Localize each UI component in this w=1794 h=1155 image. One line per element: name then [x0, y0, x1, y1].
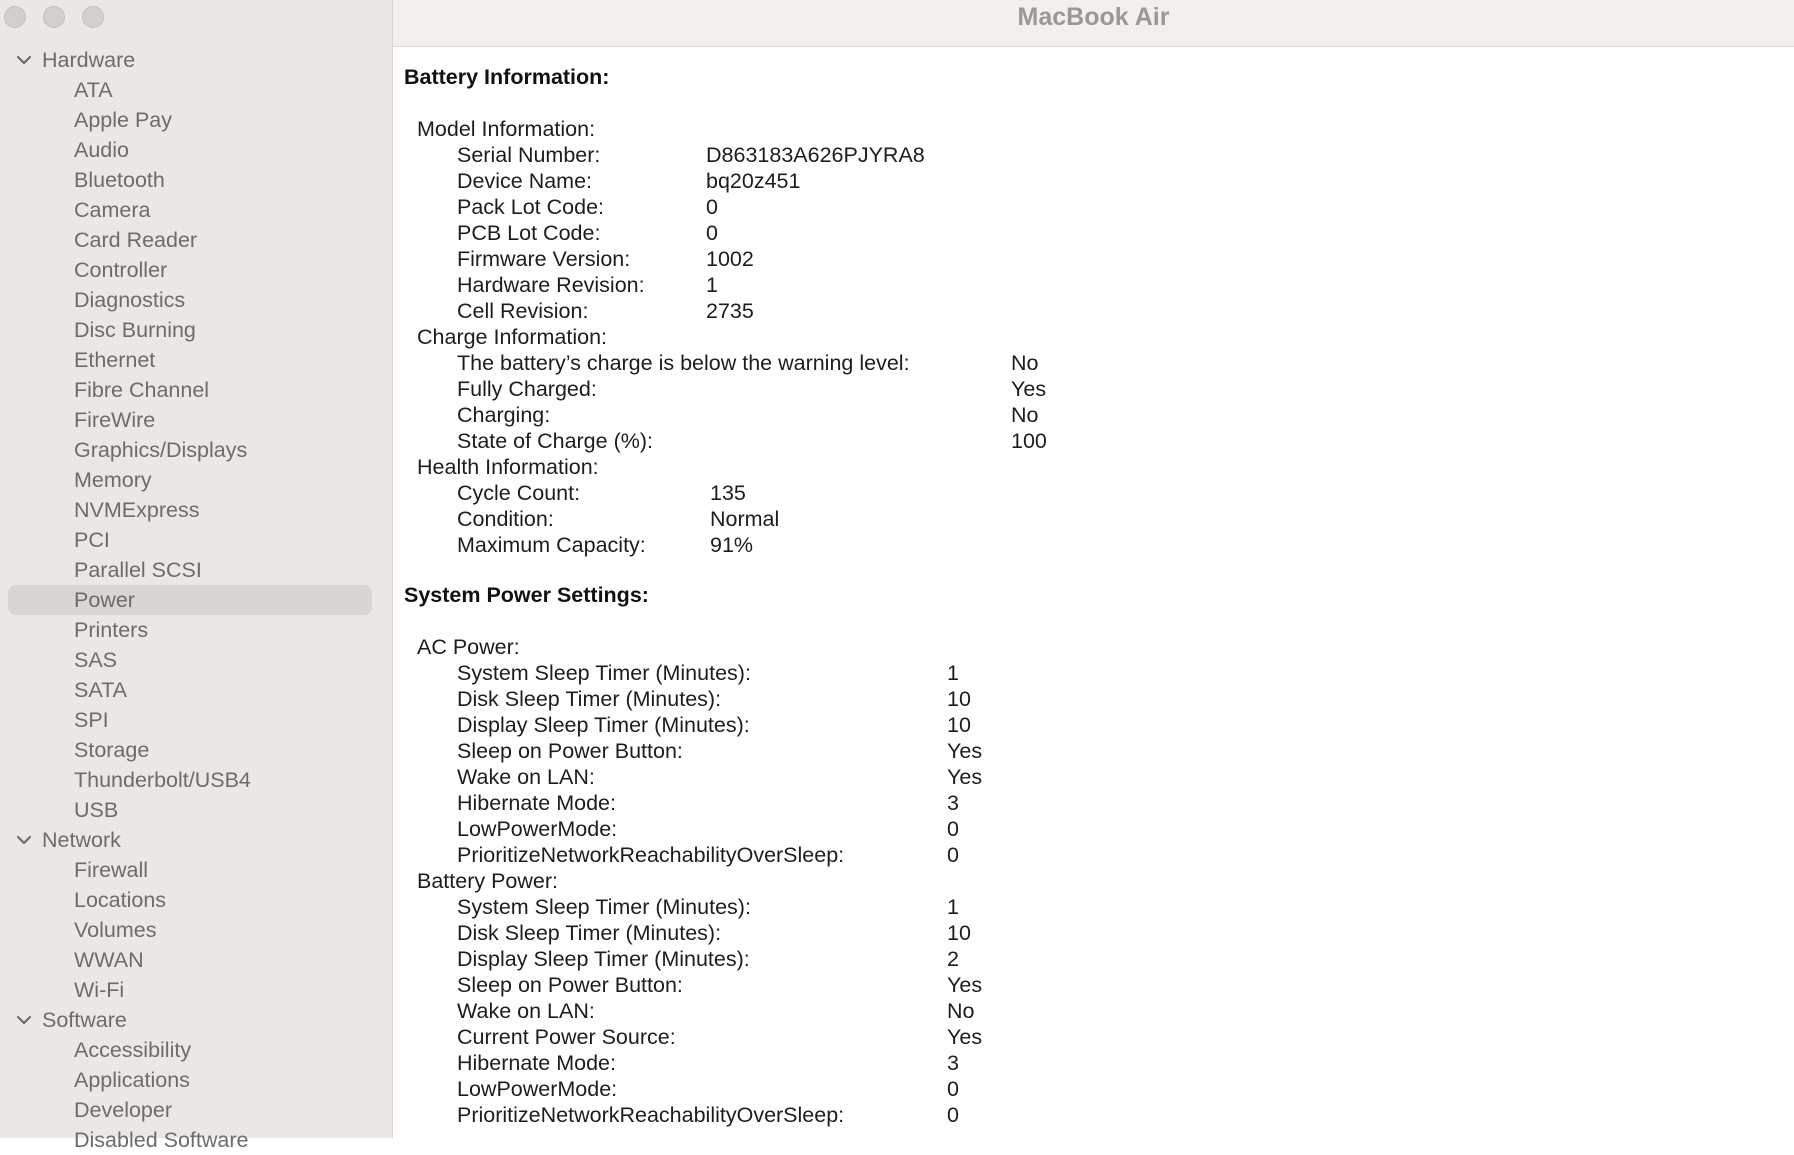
info-value: No: [947, 999, 975, 1023]
sidebar-item-card-reader[interactable]: Card Reader: [74, 228, 198, 252]
info-value: 3: [947, 1051, 959, 1075]
sidebar-item-wi-fi[interactable]: Wi-Fi: [74, 978, 125, 1002]
sidebar-item-ethernet[interactable]: Ethernet: [74, 348, 156, 372]
subsection-header: Charge Information:: [417, 325, 608, 349]
info-key: Disk Sleep Timer (Minutes):: [457, 687, 722, 711]
info-value: 3: [947, 791, 959, 815]
info-row: [404, 272, 1794, 298]
info-value: 2: [947, 947, 959, 971]
sidebar-group-network[interactable]: [0, 825, 392, 855]
sidebar-item-fibre-channel[interactable]: Fibre Channel: [74, 378, 210, 402]
info-value: 135: [710, 481, 746, 505]
info-value: D863183A626PJYRA8: [706, 143, 925, 167]
info-row: [404, 972, 1794, 998]
sidebar-item-power[interactable]: Power: [8, 585, 372, 615]
sidebar-group-label: Hardware: [42, 47, 136, 72]
info-row: [404, 194, 1794, 220]
sidebar-group-software[interactable]: [0, 1005, 392, 1035]
info-row: [404, 842, 1794, 868]
info-row: [404, 712, 1794, 738]
info-key: Fully Charged:: [457, 377, 597, 401]
info-key: Hibernate Mode:: [457, 791, 616, 815]
sidebar-item-ata[interactable]: ATA: [74, 78, 113, 102]
sidebar-item-nvmexpress[interactable]: NVMExpress: [74, 498, 200, 522]
sidebar-item-volumes[interactable]: Volumes: [74, 918, 157, 942]
info-key: Display Sleep Timer (Minutes):: [457, 713, 750, 737]
close-button[interactable]: [4, 6, 26, 28]
sidebar-tree: [0, 45, 392, 1155]
info-row: [404, 220, 1794, 246]
info-key: Current Power Source:: [457, 1025, 676, 1049]
sidebar-item-wwan[interactable]: WWAN: [74, 948, 144, 972]
sidebar-group-label: Network: [42, 827, 121, 852]
info-key: Pack Lot Code:: [457, 195, 605, 219]
sidebar-item-firewall[interactable]: Firewall: [74, 858, 149, 882]
info-row: [404, 1102, 1794, 1128]
sidebar: [0, 0, 393, 1152]
info-row: [404, 920, 1794, 946]
sidebar-item-disabled-software[interactable]: Disabled Software: [74, 1128, 249, 1152]
sidebar-item-disc-burning[interactable]: Disc Burning: [74, 318, 196, 342]
info-value: 0: [947, 1103, 959, 1127]
info-key: Maximum Capacity:: [457, 533, 646, 557]
info-row: [404, 816, 1794, 842]
info-key: System Sleep Timer (Minutes):: [457, 895, 751, 919]
info-row: [404, 532, 1794, 558]
sidebar-item-applications[interactable]: Applications: [74, 1068, 190, 1092]
info-row: [404, 894, 1794, 920]
info-value: 10: [947, 687, 971, 711]
info-key: Display Sleep Timer (Minutes):: [457, 947, 750, 971]
info-row: [404, 1076, 1794, 1102]
chevron-down-icon[interactable]: [14, 1010, 34, 1030]
sidebar-item-storage[interactable]: Storage: [74, 738, 150, 762]
info-value: 1: [706, 273, 718, 297]
info-value: 10: [947, 921, 971, 945]
info-key: Cell Revision:: [457, 299, 589, 323]
sidebar-group-hardware[interactable]: [0, 45, 392, 75]
sidebar-item-sata[interactable]: SATA: [74, 678, 127, 702]
info-key: Charging:: [457, 403, 551, 427]
info-row: [404, 428, 1794, 454]
info-row: [404, 402, 1794, 428]
subsection-header: Model Information:: [417, 117, 596, 141]
info-key: Disk Sleep Timer (Minutes):: [457, 921, 722, 945]
sidebar-item-sas[interactable]: SAS: [74, 648, 118, 672]
sidebar-item-apple-pay[interactable]: Apple Pay: [74, 108, 173, 132]
sidebar-item-memory[interactable]: Memory: [74, 468, 152, 492]
subsection-header: Health Information:: [417, 455, 599, 479]
sidebar-item-controller[interactable]: Controller: [74, 258, 168, 282]
info-value: No: [1011, 351, 1039, 375]
info-key: PrioritizeNetworkReachabilityOverSleep:: [457, 1103, 845, 1127]
info-value: 91%: [710, 533, 754, 557]
info-row: [404, 168, 1794, 194]
info-key: LowPowerMode:: [457, 1077, 618, 1101]
info-row: [404, 1024, 1794, 1050]
info-key: System Sleep Timer (Minutes):: [457, 661, 751, 685]
info-key: State of Charge (%):: [457, 429, 653, 453]
sidebar-item-bluetooth[interactable]: Bluetooth: [74, 168, 165, 192]
minimize-button[interactable]: [43, 6, 65, 28]
info-key: Cycle Count:: [457, 481, 581, 505]
sidebar-item-diagnostics[interactable]: Diagnostics: [74, 288, 186, 312]
info-key: Sleep on Power Button:: [457, 739, 683, 763]
subsection-header: AC Power:: [417, 635, 520, 659]
info-value: Yes: [947, 973, 983, 997]
sidebar-item-usb[interactable]: USB: [74, 798, 119, 822]
sidebar-item-spi[interactable]: SPI: [74, 708, 109, 732]
info-row: [404, 246, 1794, 272]
info-key: LowPowerMode:: [457, 817, 618, 841]
window-controls: [4, 6, 104, 28]
window-title: MacBook Air: [393, 0, 1794, 47]
info-value: Yes: [1011, 377, 1047, 401]
info-key: Device Name:: [457, 169, 593, 193]
sidebar-item-thunderbolt-usb4[interactable]: Thunderbolt/USB4: [74, 768, 251, 792]
info-value: No: [1011, 403, 1039, 427]
info-key: Firmware Version:: [457, 247, 631, 271]
info-value: 1002: [706, 247, 754, 271]
info-value: Yes: [947, 739, 983, 763]
info-key: Serial Number:: [457, 143, 601, 167]
info-row: [404, 998, 1794, 1024]
main-pane: [393, 0, 1794, 1138]
info-key: PrioritizeNetworkReachabilityOverSleep:: [457, 843, 845, 867]
info-value: bq20z451: [706, 169, 801, 193]
sidebar-item-printers[interactable]: Printers: [74, 618, 149, 642]
chevron-down-icon[interactable]: [14, 50, 34, 70]
info-row: [404, 738, 1794, 764]
sidebar-item-accessibility[interactable]: Accessibility: [74, 1038, 192, 1062]
info-value: Yes: [947, 1025, 983, 1049]
info-value: 1: [947, 661, 959, 685]
sidebar-item-camera[interactable]: Camera: [74, 198, 151, 222]
info-value: 0: [706, 221, 718, 245]
report-content: [404, 62, 1794, 1138]
info-row: [404, 1050, 1794, 1076]
info-value: 0: [706, 195, 718, 219]
chevron-down-icon[interactable]: [14, 830, 34, 850]
sidebar-item-graphics-displays[interactable]: Graphics/Displays: [74, 438, 248, 462]
info-key: Wake on LAN:: [457, 999, 595, 1023]
info-value: 0: [947, 1077, 959, 1101]
info-key: Hibernate Mode:: [457, 1051, 616, 1075]
info-row: [404, 946, 1794, 972]
info-row: [404, 506, 1794, 532]
info-row: [404, 790, 1794, 816]
info-value: Yes: [947, 765, 983, 789]
section-title: System Power Settings:: [404, 583, 649, 607]
info-value: 1: [947, 895, 959, 919]
sidebar-group-label: Software: [42, 1007, 127, 1032]
info-value: 10: [947, 713, 971, 737]
info-key: Condition:: [457, 507, 554, 531]
info-value: 2735: [706, 299, 754, 323]
sidebar-item-parallel-scsi[interactable]: Parallel SCSI: [74, 558, 202, 582]
sidebar-item-firewire[interactable]: FireWire: [74, 408, 156, 432]
info-row: [404, 298, 1794, 324]
info-row: [404, 686, 1794, 712]
info-value: Normal: [710, 507, 780, 531]
info-row: [404, 142, 1794, 168]
info-value: 0: [947, 817, 959, 841]
section-title: Battery Information:: [404, 65, 610, 89]
subsection-header: Battery Power:: [417, 869, 558, 893]
sidebar-item-audio[interactable]: Audio: [74, 138, 129, 162]
sidebar-item-pci[interactable]: PCI: [74, 528, 110, 552]
info-row: [404, 764, 1794, 790]
zoom-button[interactable]: [82, 6, 104, 28]
sidebar-item-locations[interactable]: Locations: [74, 888, 167, 912]
info-value: 100: [1011, 429, 1047, 453]
info-key: Sleep on Power Button:: [457, 973, 683, 997]
info-key: Wake on LAN:: [457, 765, 595, 789]
info-row: [404, 480, 1794, 506]
info-key: Hardware Revision:: [457, 273, 645, 297]
info-value: 0: [947, 843, 959, 867]
sidebar-item-developer[interactable]: Developer: [74, 1098, 172, 1122]
info-row: [404, 350, 1794, 376]
info-key: The battery’s charge is below the warning level:: [457, 351, 910, 375]
info-key: PCB Lot Code:: [457, 221, 601, 245]
info-row: [404, 376, 1794, 402]
info-row: [404, 660, 1794, 686]
